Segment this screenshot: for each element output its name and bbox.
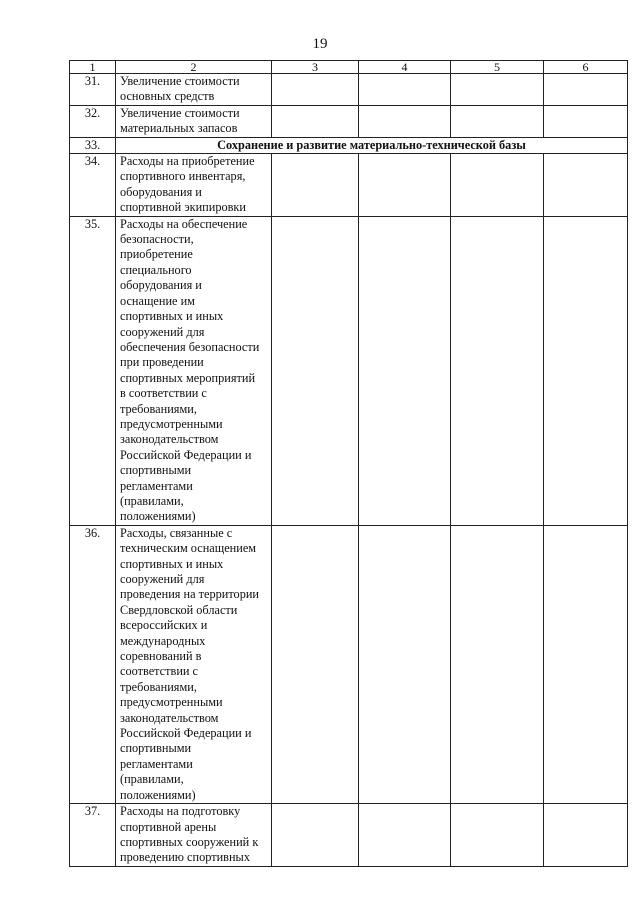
row-description: [116, 74, 272, 106]
description-line: спортивными: [120, 463, 192, 478]
row-description: [116, 216, 272, 525]
row-number: 32.: [70, 105, 116, 137]
table-row: [70, 105, 628, 137]
table-row: [70, 525, 628, 803]
empty-cell: [451, 804, 544, 867]
empty-cell: [359, 74, 451, 106]
column-header: 6: [544, 61, 628, 74]
row-description: [116, 105, 272, 137]
description-line: всероссийских и: [120, 618, 208, 633]
description-line: сооружений для: [120, 572, 205, 586]
row-number: 34.: [70, 154, 116, 217]
description-line: основных средств: [120, 89, 215, 104]
description-line: Увеличение стоимости: [120, 105, 240, 120]
section-title: Сохранение и развитие материально-технической базы: [116, 137, 628, 153]
row-number: 35.: [70, 216, 116, 525]
description-line: предусмотренными: [120, 416, 223, 431]
empty-cell: [544, 525, 628, 803]
empty-cell: [359, 154, 451, 217]
empty-cell: [359, 105, 451, 137]
description-line: положениями): [120, 509, 196, 524]
description-line: Расходы на обеспечение: [120, 216, 248, 231]
description-line: обеспечения безопасности: [120, 339, 260, 354]
description-line: спортивной арены: [120, 819, 217, 834]
description-line: проведения на территории: [120, 587, 260, 602]
description-line: (правилами,: [120, 772, 184, 787]
description-line: законодательством: [120, 710, 219, 725]
description-line: спортивными: [120, 741, 192, 756]
description-line: предусмотренными: [120, 695, 223, 710]
empty-cell: [359, 525, 451, 803]
description-line: (правилами,: [120, 493, 184, 508]
expenses-table: [69, 60, 628, 867]
description-line: спортивных и иных: [120, 309, 224, 324]
empty-cell: [544, 804, 628, 867]
description-line: Расходы, связанные с: [120, 525, 233, 540]
column-header: 4: [359, 61, 451, 74]
description-line: положениями): [120, 787, 196, 802]
empty-cell: [544, 74, 628, 106]
description-line: безопасности,: [120, 232, 194, 247]
description-line: спортивной экипировки: [120, 200, 246, 215]
description-line: законодательством: [120, 432, 219, 447]
row-description: [116, 154, 272, 217]
row-description: [116, 804, 272, 867]
description-line: Расходы на подготовку: [120, 804, 241, 819]
row-number: 37.: [70, 804, 116, 867]
description-line: международных: [120, 633, 206, 648]
description-line: сооружений для: [120, 324, 205, 339]
description-line: спортивных и иных: [120, 556, 224, 571]
empty-cell: [272, 525, 359, 803]
empty-cell: [272, 105, 359, 137]
empty-cell: [359, 804, 451, 867]
description-line: при проведении: [120, 355, 204, 370]
empty-cell: [544, 216, 628, 525]
description-line: оборудования и: [120, 184, 202, 199]
description-line: Российской Федерации и: [120, 447, 252, 462]
empty-cell: [451, 525, 544, 803]
row-number: 33.: [70, 137, 116, 153]
table-row: [70, 74, 628, 106]
empty-cell: [272, 804, 359, 867]
description-line: Свердловской области: [120, 602, 238, 617]
description-line: оборудования и: [120, 278, 202, 293]
description-line: в соответствии с: [120, 386, 207, 401]
description-line: соревнований в: [120, 649, 202, 664]
description-line: спортивного инвентаря,: [120, 169, 246, 184]
table-row: [70, 216, 628, 525]
empty-cell: [451, 154, 544, 217]
empty-cell: [272, 74, 359, 106]
column-header: 2: [116, 61, 272, 74]
empty-cell: [272, 154, 359, 217]
description-line: Увеличение стоимости: [120, 74, 240, 88]
description-line: проведению спортивных: [120, 850, 250, 865]
description-line: требованиями,: [120, 679, 197, 694]
column-header: 1: [70, 61, 116, 74]
empty-cell: [272, 216, 359, 525]
empty-cell: [451, 216, 544, 525]
description-line: регламентами: [120, 478, 193, 493]
page-number: 19: [312, 36, 328, 52]
column-header: 3: [272, 61, 359, 74]
row-description: [116, 525, 272, 803]
empty-cell: [451, 105, 544, 137]
empty-cell: [544, 154, 628, 217]
table-header-row: [70, 61, 628, 74]
column-header: 5: [451, 61, 544, 74]
description-line: оснащение им: [120, 293, 195, 308]
description-line: соответствии с: [120, 664, 199, 679]
row-number: 31.: [70, 74, 116, 106]
description-line: спортивных сооружений к: [120, 834, 259, 849]
description-line: регламентами: [120, 756, 193, 771]
empty-cell: [359, 216, 451, 525]
table-row: [70, 804, 628, 867]
description-line: Российской Федерации и: [120, 726, 252, 741]
empty-cell: [451, 74, 544, 106]
description-line: техническим оснащением: [120, 541, 257, 556]
description-line: специального: [120, 262, 192, 277]
description-line: приобретение: [120, 247, 193, 262]
description-line: Расходы на приобретение: [120, 154, 255, 169]
row-number: 36.: [70, 525, 116, 803]
section-row: [70, 137, 628, 153]
description-line: материальных запасов: [120, 121, 238, 136]
empty-cell: [544, 105, 628, 137]
description-line: спортивных мероприятий: [120, 370, 256, 385]
table-row: [70, 154, 628, 217]
description-line: требованиями,: [120, 401, 197, 416]
